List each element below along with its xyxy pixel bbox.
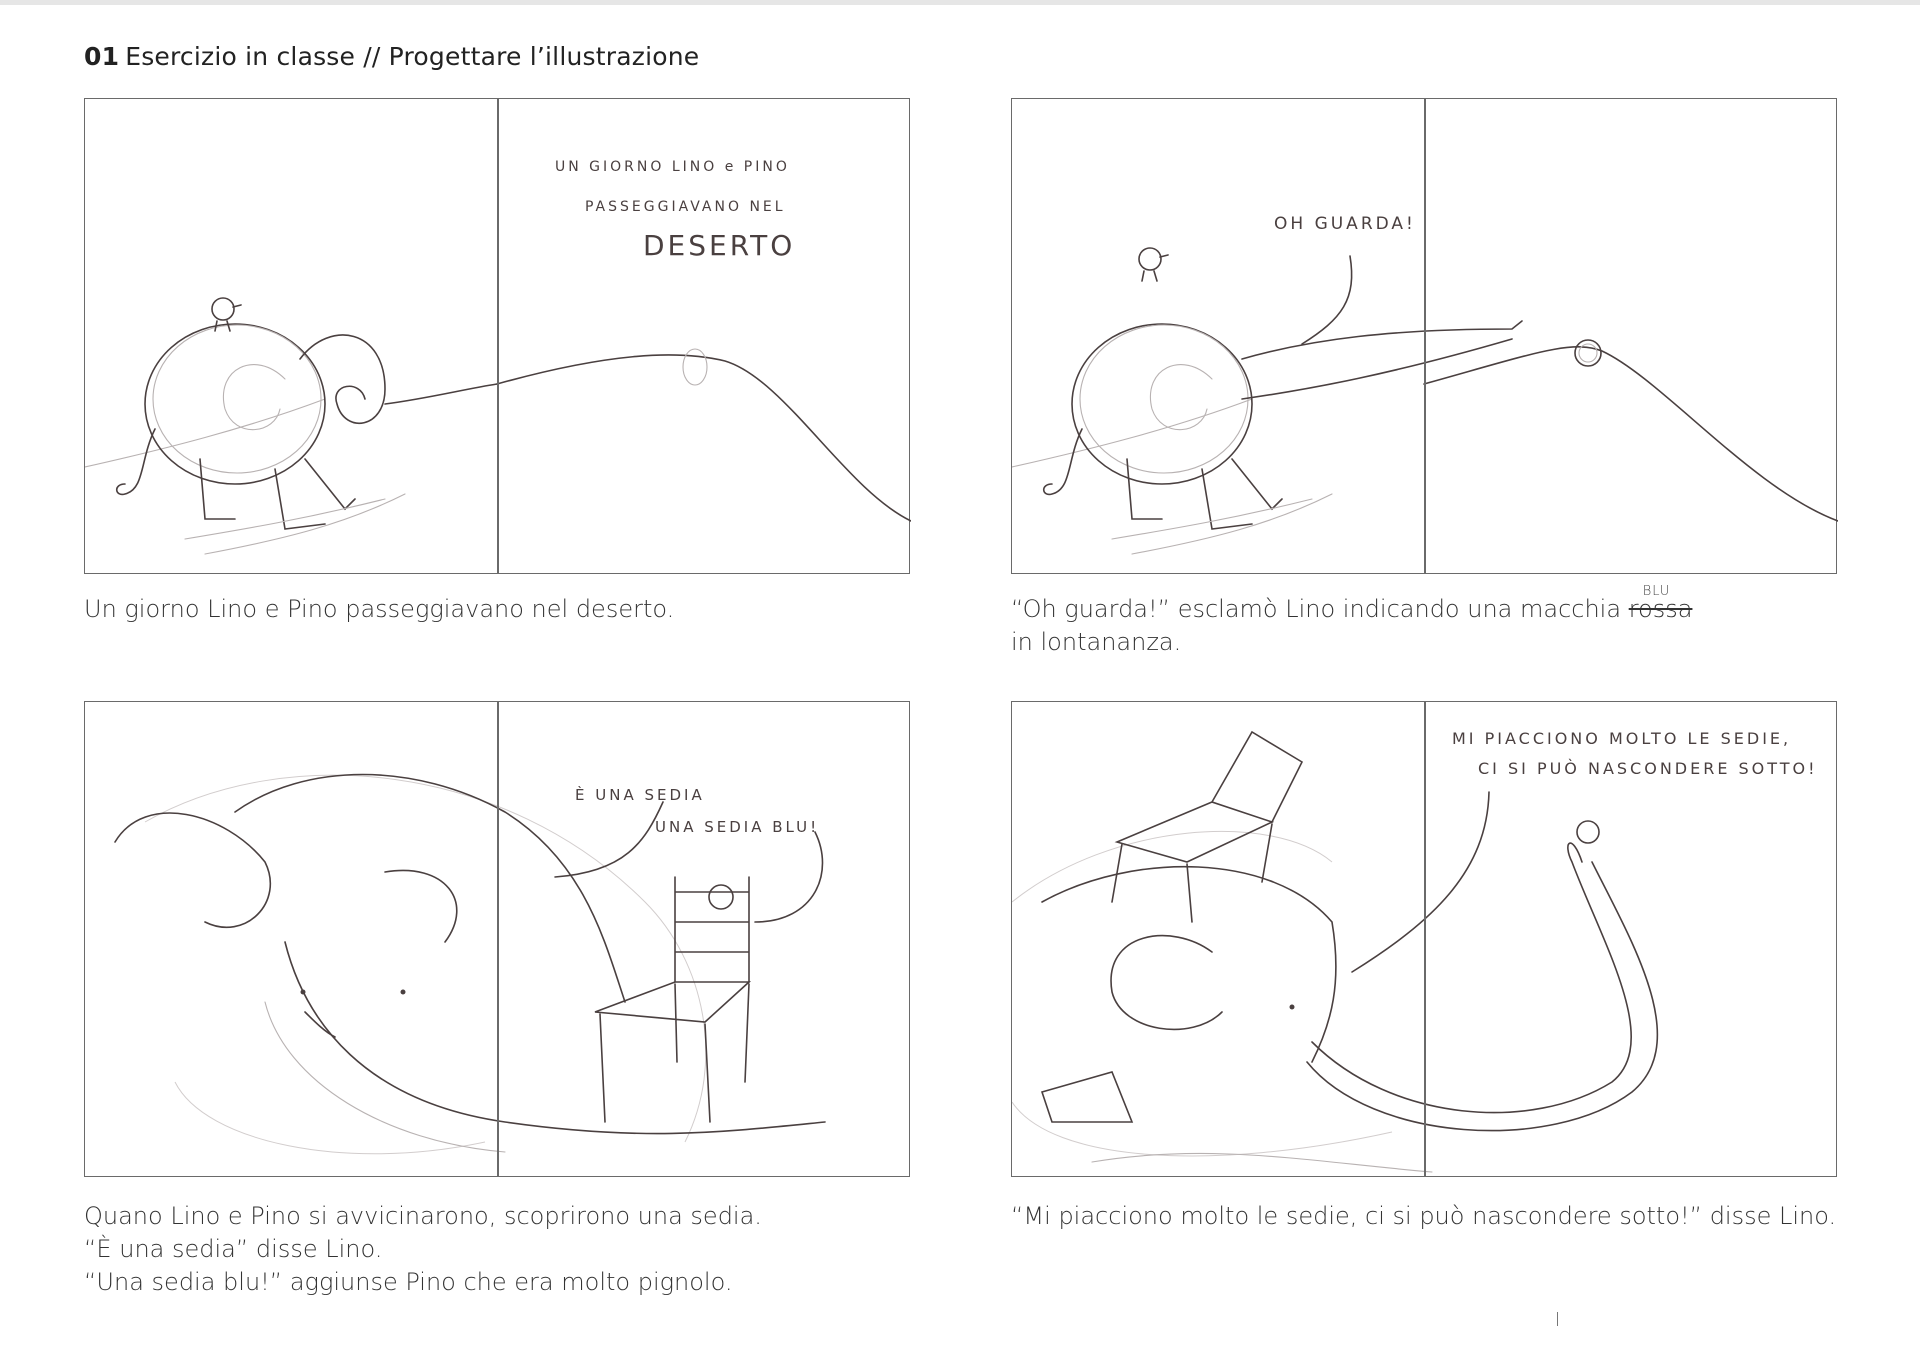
speech-line: OH GUARDA! xyxy=(1274,214,1416,234)
panel-gutter xyxy=(1424,99,1426,573)
caption-panel-1 xyxy=(84,593,674,626)
storyboard-panel-2 xyxy=(1011,98,1837,574)
struck-word xyxy=(1628,584,1693,623)
page-title xyxy=(84,42,699,71)
caption-line: in lontananza. xyxy=(1011,628,1182,656)
speech-line: CI SI PUÒ NASCONDERE SOTTO! xyxy=(1478,759,1818,778)
struck-text: rossa xyxy=(1628,595,1693,623)
handwritten-correction: BLU xyxy=(1642,584,1671,599)
caption-line: “Mi piacciono molto le sedie, ci si può nascondere sotto!” disse Lino. xyxy=(1011,1202,1837,1230)
storyboard-panel-4 xyxy=(1011,701,1837,1177)
caption-line: Quano Lino e Pino si avvicinarono, scoprirono una sedia. xyxy=(84,1202,762,1230)
speech-line: PASSEGGIAVANO NEL xyxy=(585,199,786,215)
exercise-title: Esercizio in classe // Progettare l’illustrazione xyxy=(125,42,700,71)
speech-line: UNA SEDIA BLU! xyxy=(655,818,820,836)
storyboard-panel-3 xyxy=(84,701,910,1177)
speech-line: DESERTO xyxy=(643,229,796,262)
caption-text: “Oh guarda!” esclamò Lino indicando una macchia xyxy=(1011,595,1629,623)
caption-panel-3 xyxy=(84,1200,762,1299)
panel-gutter xyxy=(497,702,499,1176)
top-rule xyxy=(0,0,1920,5)
stray-mark xyxy=(1557,1312,1558,1326)
panel-gutter xyxy=(1424,702,1426,1176)
panel-gutter xyxy=(497,99,499,573)
caption-line: Un giorno Lino e Pino passeggiavano nel deserto. xyxy=(84,595,675,623)
speech-line: UN GIORNO LINO e PINO xyxy=(555,159,790,175)
exercise-number: 01 xyxy=(84,42,120,71)
caption-line xyxy=(1011,584,1693,626)
caption-panel-4 xyxy=(1011,1200,1836,1233)
speech-line: MI PIACCIONO MOLTO LE SEDIE, xyxy=(1452,729,1792,748)
caption-line: “È una sedia” disse Lino. xyxy=(84,1235,383,1263)
speech-line: È UNA SEDIA xyxy=(575,786,705,804)
caption-panel-2 xyxy=(1011,584,1693,659)
storyboard-panel-1 xyxy=(84,98,910,574)
caption-line: “Una sedia blu!” aggiunse Pino che era molto pignolo. xyxy=(84,1268,733,1296)
